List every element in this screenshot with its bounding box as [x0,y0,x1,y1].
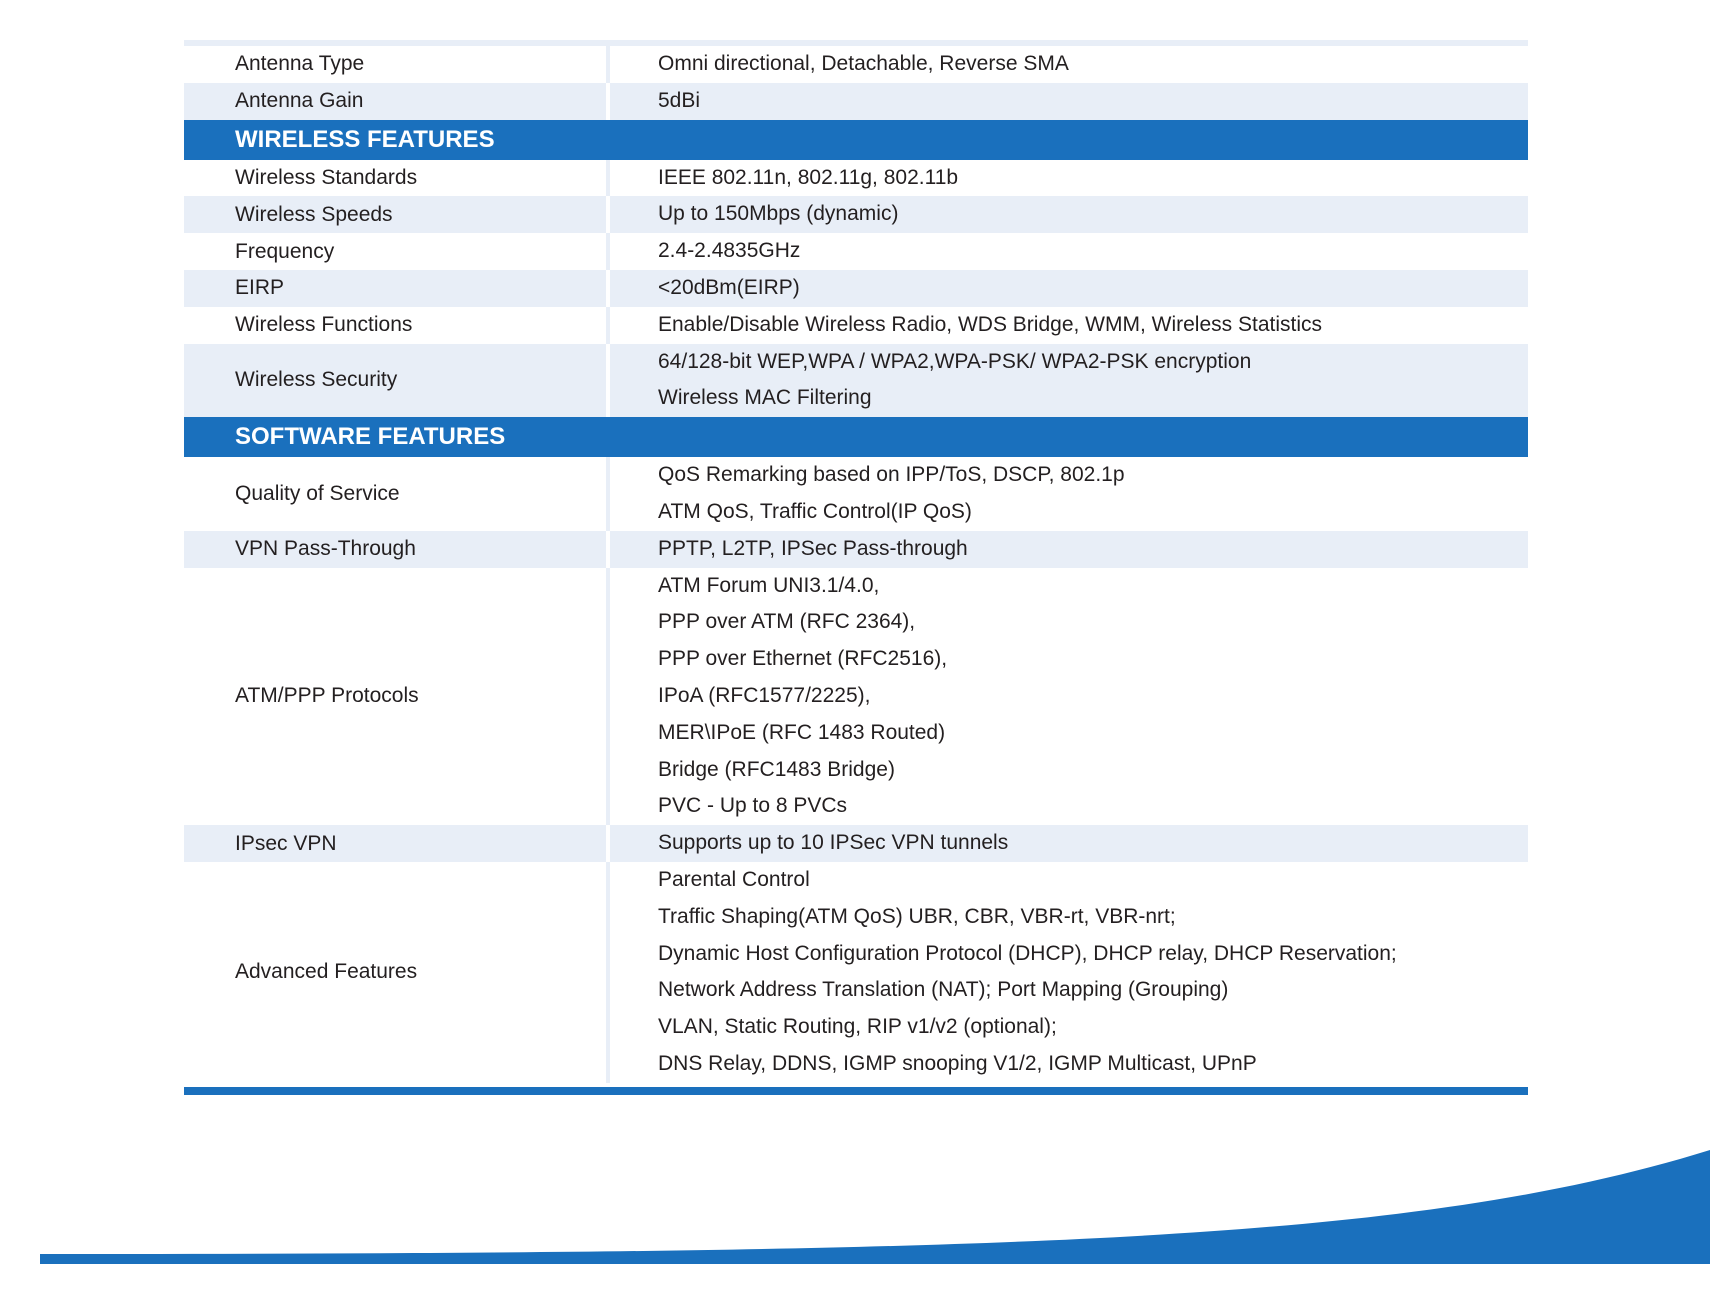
section-header: WIRELESS FEATURES [184,120,1528,160]
spec-value [610,344,1528,418]
spec-value-line: Traffic Shaping(ATM QoS) UBR, CBR, VBR-rt, VBR-nrt; [658,904,1176,928]
spec-row [184,160,1528,197]
spec-table [184,40,1528,1095]
spec-label: Wireless Standards [184,160,610,197]
spec-value-line: PPTP, L2TP, IPSec Pass-through [658,536,968,560]
spec-row [184,457,1528,531]
spec-row [184,825,1528,862]
spec-value-line: DNS Relay, DDNS, IGMP snooping V1/2, IGMP Multicast, UPnP [658,1051,1257,1075]
spec-label: Quality of Service [184,457,610,531]
spec-row [184,46,1528,83]
spec-row [184,344,1528,418]
spec-row [184,568,1528,826]
spec-value-line: Parental Control [658,867,810,891]
spec-value [610,160,1528,197]
spec-value-line: VLAN, Static Routing, RIP v1/v2 (optional); [658,1015,1057,1039]
spec-row [184,862,1528,1083]
spec-row [184,196,1528,233]
spec-row [184,270,1528,307]
spec-row [184,307,1528,344]
spec-value-line: ATM Forum UNI3.1/4.0, [658,573,880,597]
spec-value-line: 64/128-bit WEP,WPA / WPA2,WPA-PSK/ WPA2-PSK encryption [658,349,1252,373]
table-bottom-rule [184,1087,1528,1095]
spec-label: EIRP [184,270,610,307]
spec-value-line: Supports up to 10 IPSec VPN tunnels [658,831,1009,855]
spec-value-line: IEEE 802.11n, 802.11g, 802.11b [658,165,959,189]
spec-value [610,457,1528,531]
spec-label: Antenna Gain [184,83,610,120]
section-header: SOFTWARE FEATURES [184,417,1528,457]
spec-value-line: Dynamic Host Configuration Protocol (DHCP), DHCP relay, DHCP Reservation; [658,941,1397,965]
spec-row [184,531,1528,568]
spec-label: ATM/PPP Protocols [184,568,610,826]
spec-value-line: Network Address Translation (NAT); Port Mapping (Grouping) [658,978,1229,1002]
spec-value [610,196,1528,233]
spec-value [610,825,1528,862]
spec-label: VPN Pass-Through [184,531,610,568]
spec-value [610,531,1528,568]
spec-value-line: <20dBm(EIRP) [658,275,800,299]
spec-row [184,233,1528,270]
spec-value-line: ATM QoS, Traffic Control(IP QoS) [658,499,972,523]
spec-label: Frequency [184,233,610,270]
spec-value [610,46,1528,83]
spec-value [610,233,1528,270]
spec-value [610,270,1528,307]
footer-swoosh-graphic [40,1150,1710,1280]
spec-value-line: Omni directional, Detachable, Reverse SMA [658,52,1069,75]
spec-value-line: 2.4-2.4835GHz [658,239,801,263]
spec-value [610,83,1528,120]
spec-value-line: MER\IPoE (RFC 1483 Routed) [658,720,946,744]
spec-value-line: IPoA (RFC1577/2225), [658,683,871,707]
spec-label: Wireless Speeds [184,196,610,233]
spec-value-line: Bridge (RFC1483 Bridge) [658,757,895,781]
spec-value [610,568,1528,826]
spec-label: Antenna Type [184,46,610,83]
spec-value-line: QoS Remarking based on IPP/ToS, DSCP, 802.1p [658,463,1125,487]
spec-value-line: 5dBi [658,88,701,112]
spec-value-line: Enable/Disable Wireless Radio, WDS Bridge, WMM, Wireless Statistics [658,312,1323,336]
spec-value-line: Up to 150Mbps (dynamic) [658,202,899,226]
spec-label: Wireless Security [184,344,610,418]
spec-value-line: PVC - Up to 8 PVCs [658,794,848,818]
spec-label: Advanced Features [184,862,610,1083]
spec-label: Wireless Functions [184,307,610,344]
spec-row [184,83,1528,120]
spec-value-line: PPP over ATM (RFC 2364), [658,610,916,634]
spec-value [610,307,1528,344]
spec-value-line: PPP over Ethernet (RFC2516), [658,647,948,671]
spec-value [610,862,1528,1083]
spec-label: IPsec VPN [184,825,610,862]
spec-value-line: Wireless MAC Filtering [658,386,872,410]
